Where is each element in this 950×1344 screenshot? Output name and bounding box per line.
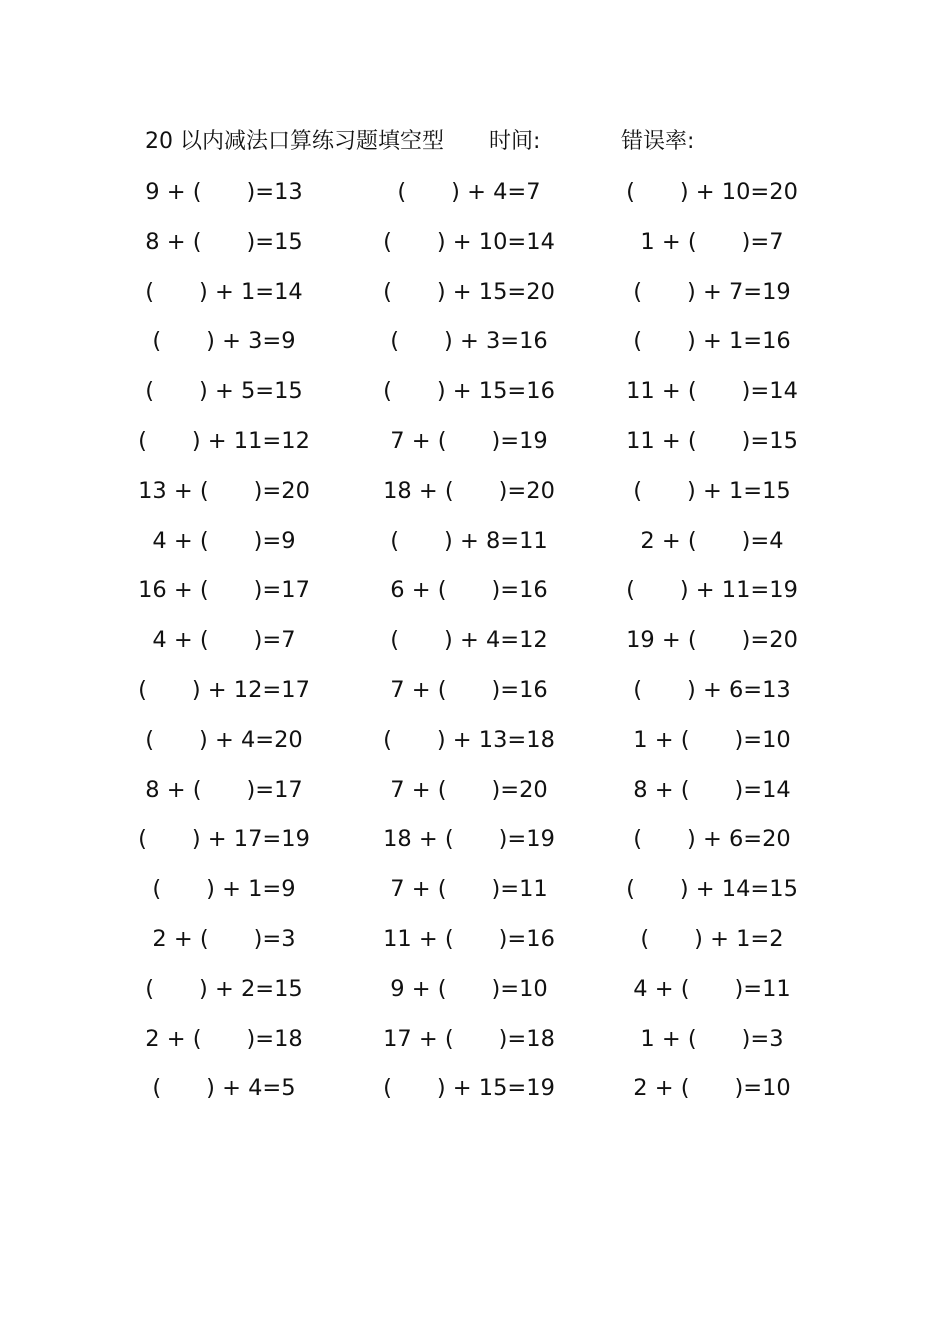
math-problem: 7 + ( )=19	[390, 427, 548, 454]
math-problem: ( ) + 1=15	[633, 477, 791, 504]
math-problem: 7 + ( )=20	[390, 776, 548, 803]
math-problem: ( ) + 15=20	[383, 278, 555, 305]
math-problem: 1 + ( )=3	[640, 1025, 784, 1052]
math-problem: 9 + ( )=13	[145, 179, 303, 205]
math-problem: 2 + ( )=18	[145, 1025, 303, 1052]
math-problem: 8 + ( )=15	[145, 228, 303, 255]
problem-row	[0, 969, 950, 1019]
math-problem: 7 + ( )=16	[390, 676, 548, 703]
error-rate-label: 错误率:	[621, 129, 695, 154]
math-problem: 17 + ( )=18	[383, 1025, 555, 1052]
math-problem: 18 + ( )=20	[383, 477, 555, 504]
math-problem: ( ) + 3=9	[152, 328, 296, 355]
math-problem: 18 + ( )=19	[383, 826, 555, 853]
problem-row	[0, 471, 950, 521]
math-problem: 8 + ( )=17	[145, 776, 303, 803]
math-problem: 2 + ( )=3	[152, 925, 296, 952]
problem-row	[0, 1019, 950, 1069]
math-problem: ( ) + 14=15	[626, 876, 798, 903]
time-label: 时间:	[489, 129, 541, 154]
math-problem: ( ) + 15=16	[383, 378, 555, 405]
math-problem: 6 + ( )=16	[390, 577, 548, 604]
math-problem: ( ) + 7=19	[633, 278, 791, 305]
problem-row	[0, 770, 950, 820]
math-problem: ( ) + 4=7	[397, 179, 541, 205]
problem-row	[0, 720, 950, 770]
math-problem: 9 + ( )=10	[390, 975, 548, 1002]
math-problem: ( ) + 1=16	[633, 328, 791, 355]
problem-grid	[0, 172, 950, 1118]
math-problem: 4 + ( )=11	[633, 975, 791, 1002]
math-problem: ( ) + 4=12	[390, 627, 548, 654]
math-problem: 19 + ( )=20	[626, 627, 798, 654]
math-problem: ( ) + 17=19	[138, 826, 310, 853]
math-problem: ( ) + 1=14	[145, 278, 303, 305]
math-problem: ( ) + 6=20	[633, 826, 791, 853]
math-problem: 2 + ( )=4	[640, 527, 784, 554]
math-problem: 1 + ( )=10	[633, 726, 791, 753]
problem-row	[0, 222, 950, 272]
worksheet-header	[145, 126, 845, 158]
math-problem: ( ) + 13=18	[383, 726, 555, 753]
math-problem: ( ) + 8=11	[390, 527, 548, 554]
problem-row	[0, 1068, 950, 1118]
math-problem: ( ) + 4=20	[145, 726, 303, 753]
math-problem: ( ) + 10=14	[383, 228, 555, 255]
problem-row	[0, 521, 950, 571]
math-problem: 13 + ( )=20	[138, 477, 310, 504]
math-problem: ( ) + 11=19	[626, 577, 798, 604]
math-problem: 16 + ( )=17	[138, 577, 310, 604]
problem-row	[0, 321, 950, 371]
math-problem: 7 + ( )=11	[390, 876, 548, 903]
math-problem: 4 + ( )=9	[152, 527, 296, 554]
math-problem: 11 + ( )=15	[626, 427, 798, 454]
math-problem: 11 + ( )=16	[383, 925, 555, 952]
problem-row	[0, 620, 950, 670]
math-problem: ( ) + 3=16	[390, 328, 548, 355]
problem-row	[0, 570, 950, 620]
math-problem: ( ) + 15=19	[383, 1075, 555, 1102]
math-problem: 11 + ( )=14	[626, 378, 798, 405]
math-problem: ( ) + 12=17	[138, 676, 310, 703]
math-problem: 1 + ( )=7	[640, 228, 784, 255]
problem-row	[0, 869, 950, 919]
math-problem: ( ) + 5=15	[145, 378, 303, 405]
problem-row	[0, 272, 950, 322]
problem-row	[0, 371, 950, 421]
math-problem: ( ) + 10=20	[626, 179, 798, 205]
problem-row	[0, 919, 950, 969]
problem-row	[0, 172, 950, 222]
math-problem: 8 + ( )=14	[633, 776, 791, 803]
math-problem: ( ) + 4=5	[152, 1075, 296, 1102]
math-problem: ( ) + 1=2	[640, 925, 784, 952]
math-problem: ( ) + 2=15	[145, 975, 303, 1002]
math-problem: ( ) + 11=12	[138, 427, 310, 454]
problem-row	[0, 819, 950, 869]
math-problem: ( ) + 1=9	[152, 876, 296, 903]
math-problem: 2 + ( )=10	[633, 1075, 791, 1102]
worksheet-title: 20 以内减法口算练习题填空型	[145, 129, 444, 154]
problem-row	[0, 421, 950, 471]
math-problem: ( ) + 6=13	[633, 676, 791, 703]
math-problem: 4 + ( )=7	[152, 627, 296, 654]
problem-row	[0, 670, 950, 720]
